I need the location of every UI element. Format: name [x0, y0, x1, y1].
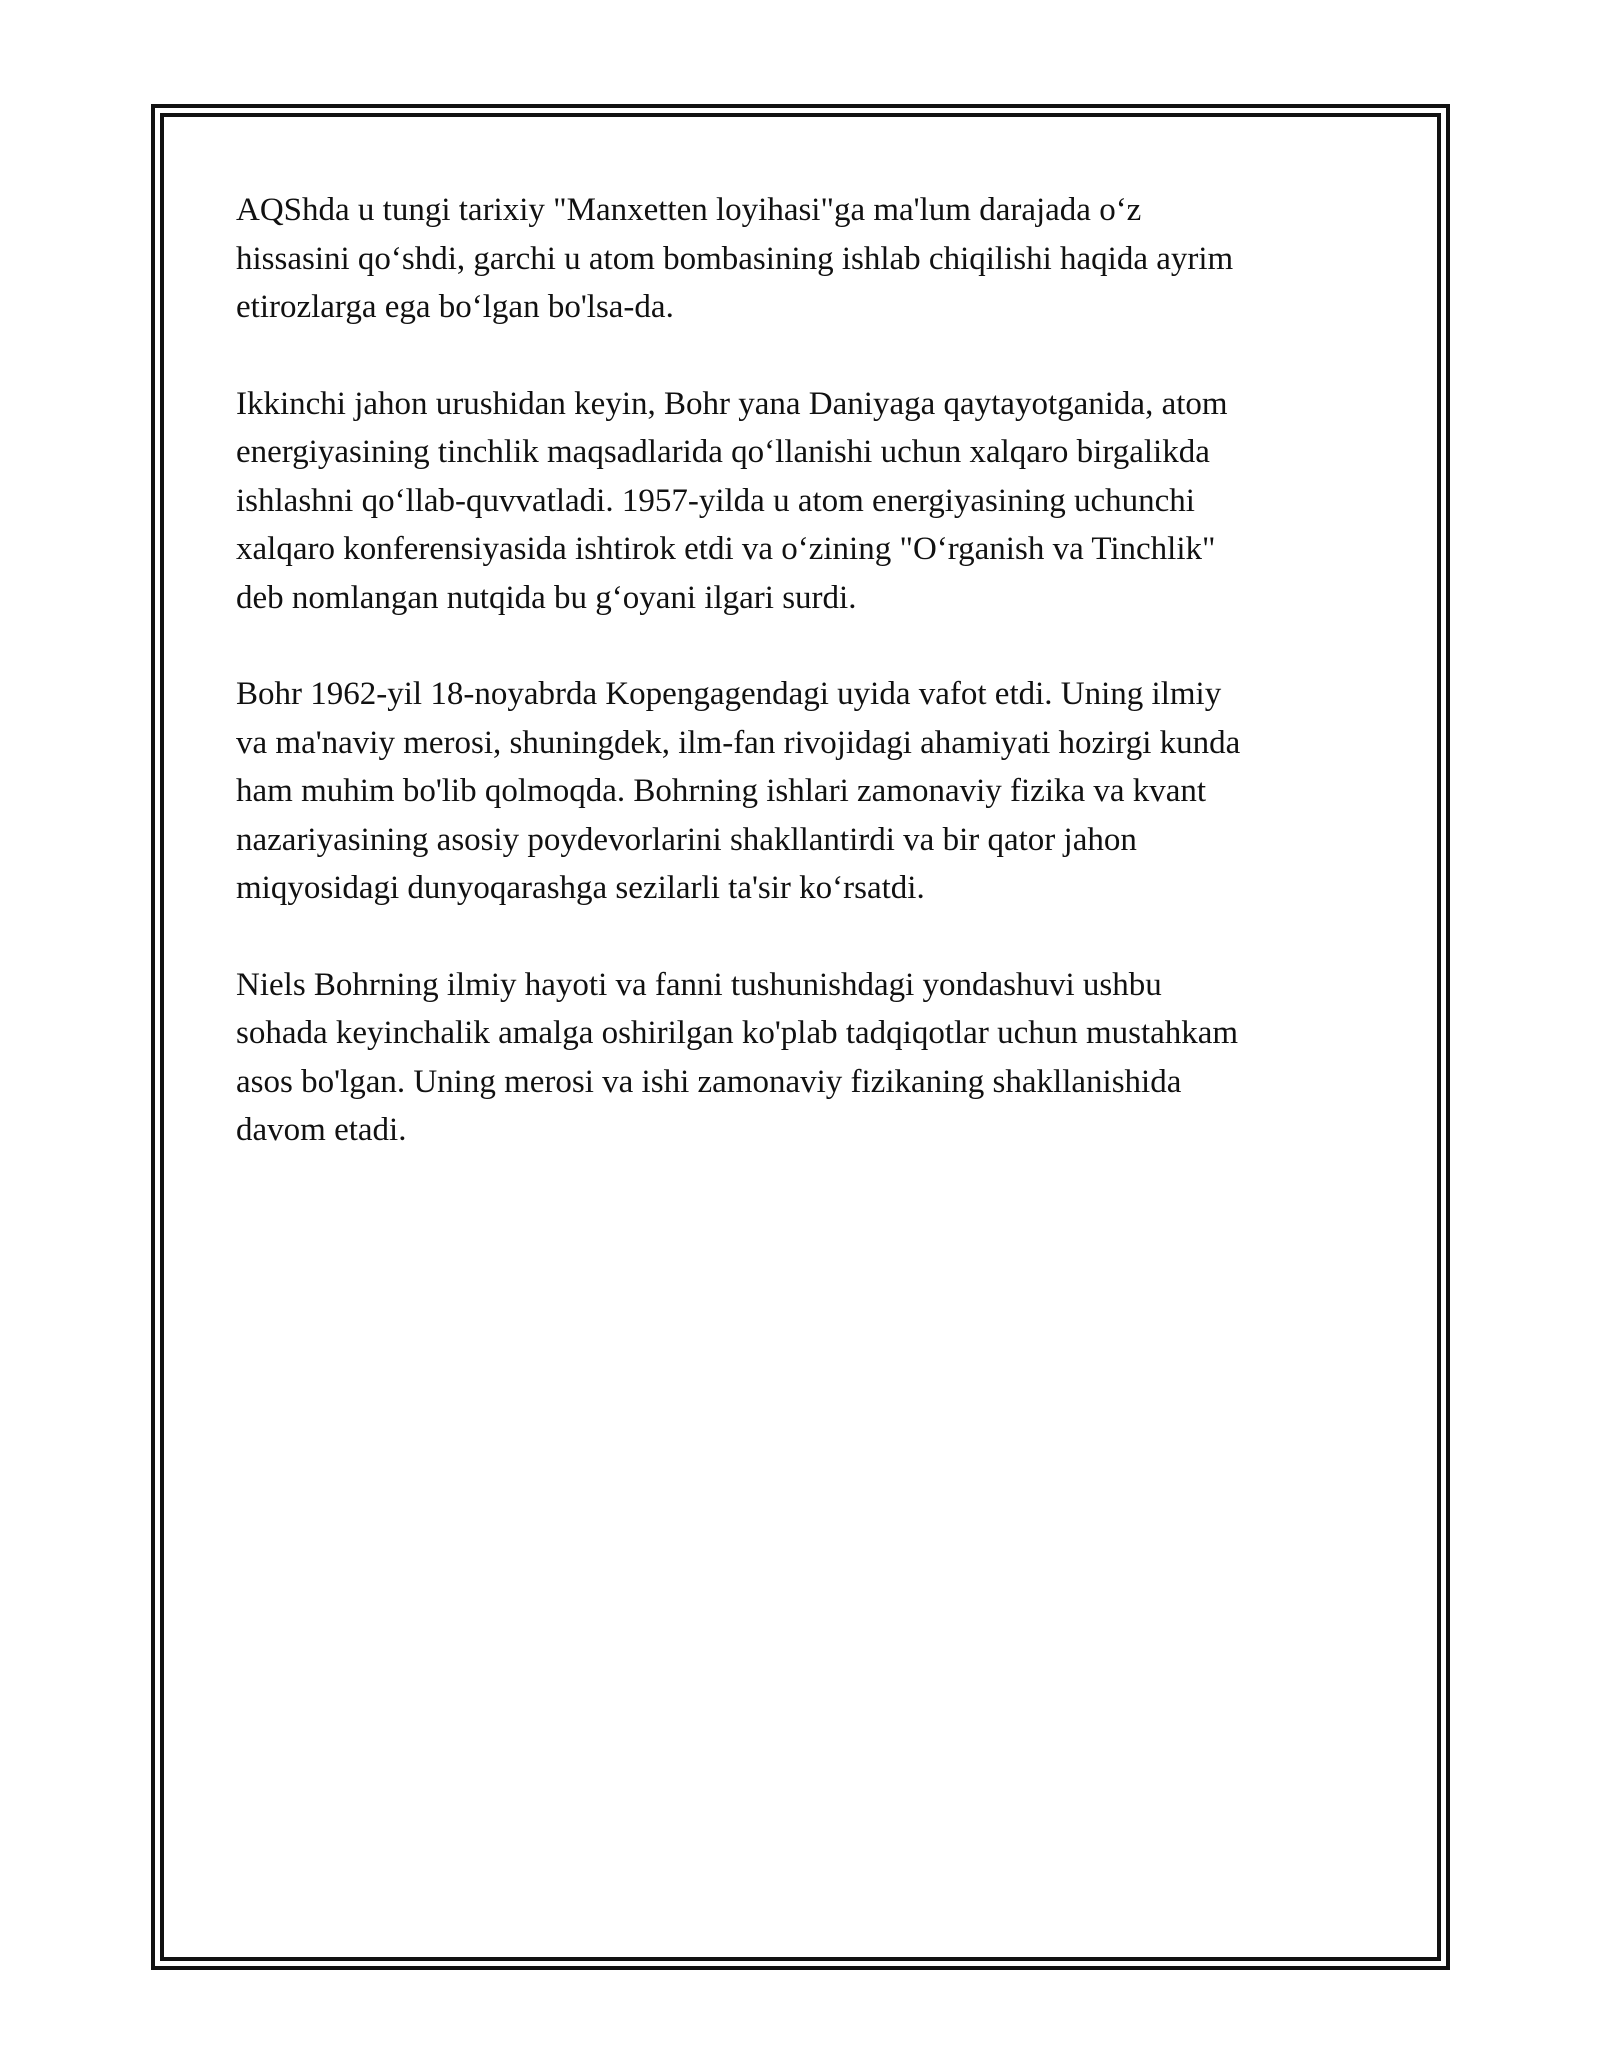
paragraph-post-war: Ikkinchi jahon urushidan keyin, Bohr yana Daniyaga qaytayotganida, atom energiyasining tinchlik maqsadlarida qo‘llanishi uchun xalqaro birgalikda ishlashni qo‘llab-quvvatladi. 1957-yilda u atom energiyasining uchunchi xalqaro konferensiyasida ishtirok etdi va o‘zining "O‘rganish va Tinchlik" deb nomlangan nutqida bu g‘oyani ilgari surdi.: [236, 385, 1228, 616]
paragraph-death-legacy: Bohr 1962-yil 18-noyabrda Kopengagendagi uyida vafot etdi. Uning ilmiy va ma'naviy merosi, shuningdek, ilm-fan rivojidagi ahamiyati hozirgi kunda ham muhim bo'lib qolmoqda. Bohrning ishlari zamonaviy fizika va kvant nazariyasining asosiy poydevorlarini shakllantirdi va bir qator jahon miqyosidagi dunyoqarashga sezilarli ta'sir ko‘rsatdi.: [236, 676, 1241, 906]
document-body: [236, 186, 1366, 1203]
paragraph-manhattan-project: AQShda u tungi tarixiy "Manxetten loyihasi"ga ma'lum darajada o‘z hissasini qo‘shdi, garchi u atom bombasining ishlab chiqilishi haqida ayrim etirozlarga ega bo‘lgan bo'lsa-da.: [236, 192, 1234, 325]
paragraph-conclusion: Niels Bohrning ilmiy hayoti va fanni tushunishdagi yondashuvi ushbu sohada keyinchalik amalga oshirilgan ko'plab tadqiqotlar uchun mustahkam asos bo'lgan. Uning merosi va ishi zamonaviy fizikaning shakllanishida davom etadi.: [236, 966, 1239, 1148]
